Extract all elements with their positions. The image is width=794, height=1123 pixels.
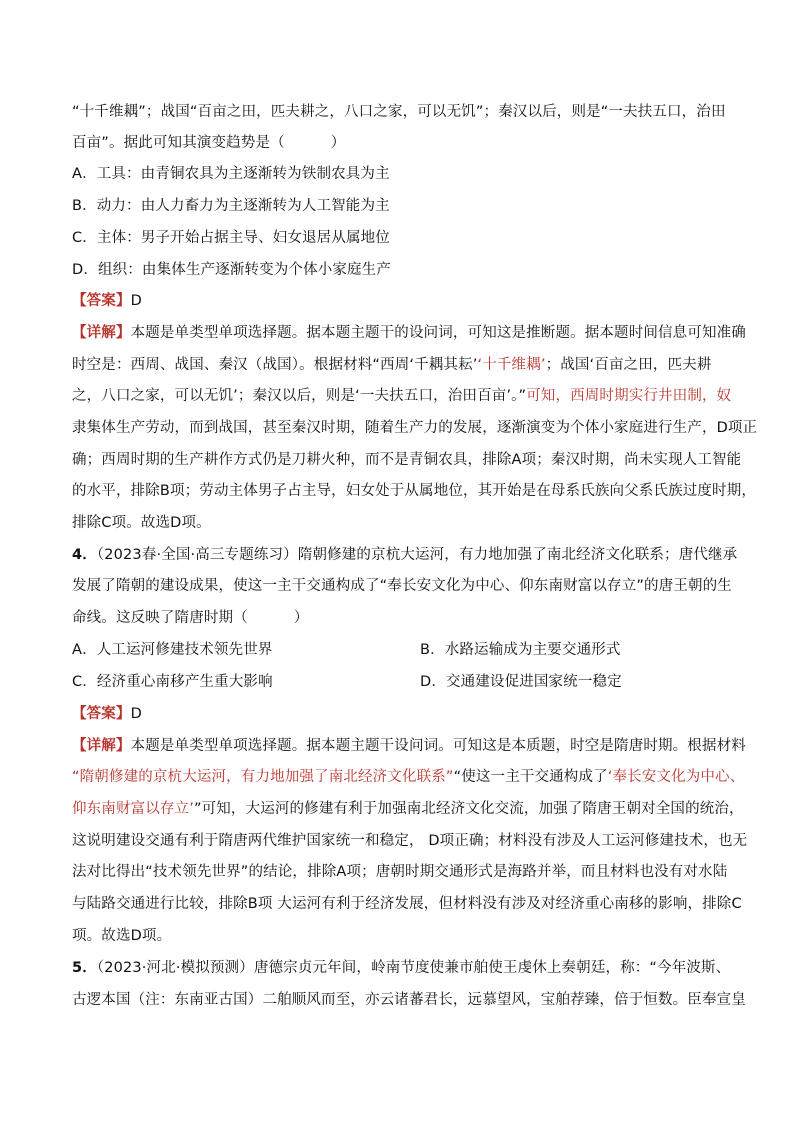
detail-text: 时空是：西周、战国、秦汉（战国）。根据材料“西周‘千耦其耘’ <box>72 357 478 373</box>
question-source: （2023春·全国·高三专题练习） <box>96 547 298 563</box>
detail-text: ；战国‘百亩之田，匹夫耕 <box>545 357 712 373</box>
question-paren: ） <box>293 610 309 626</box>
q3-answer <box>72 291 142 311</box>
detail-highlight: “隋朝修建的京杭大运河，有力地加强了南北经济文化联系” <box>72 769 454 785</box>
q3-option-d: D．组织：由集体生产逐渐转变为个体小家庭生产 <box>72 262 391 278</box>
detail-text: “使这一主干交通构成了 <box>453 769 608 785</box>
q4-stem-line2: 发展了隋朝的建设成果，使这一主干交通构成了“奉长安文化为中心、仰东南财富以存立”的唐王朝的生 <box>72 578 732 594</box>
q3-option-c: C．主体：男子开始占据主导、妇女退居从属地位 <box>72 230 390 246</box>
answer-tag: 【答案】 <box>72 293 131 309</box>
question-text: 唐德宗贞元年间，岭南节度使兼市舶使王虔休上奏朝廷，称：“今年波斯、 <box>253 960 731 976</box>
q3-detail-line4: 隶集体生产劳动，而到战国，甚至秦汉时期，随着生产力的发展，逐渐演变为个体小家庭进行生产，D项正 <box>72 420 758 436</box>
q3-detail-line2 <box>72 355 712 375</box>
question-number: 4． <box>72 547 97 563</box>
q3-detail-line6: 的水平，排除B项；劳动主体男子占主导，妇女处于从属地位，其开始是在母系氏族向父系氏族过度时期， <box>72 483 756 499</box>
q3-option-b: B．动力：由人力畜力为主逐渐转为人工智能为主 <box>72 198 390 214</box>
detail-highlight: 仰东南财富以存立’ <box>72 801 194 817</box>
q3-stem-paren: ） <box>330 135 346 151</box>
q3-detail-line3 <box>72 386 731 406</box>
question-text: 隋朝修建的京杭大运河，有力地加强了南北经济文化联系；唐代继承 <box>297 547 738 563</box>
q3-detail-line1 <box>72 323 746 343</box>
q3-stem-text: 百亩”。据此可知其演变趋势是（ <box>72 135 285 151</box>
detail-tag: 【详解】 <box>72 738 131 754</box>
question-text: 命线。这反映了隋唐时期（ <box>72 610 248 626</box>
q4-answer <box>72 704 142 724</box>
q5-stem-line2: 古逻本国（注：东南亚古国）二舶顺风而至，亦云诸蕃君长，远慕望风，宝舶荐臻，倍于恒数。臣奉宣皇 <box>72 992 746 1008</box>
q3-stem-line1: “十千维耦”；战国“百亩之田，匹夫耕之，八口之家，可以无饥”；秦汉以后，则是“一夫扶五口，治田 <box>72 104 726 120</box>
q4-detail-line2 <box>72 767 744 787</box>
q4-options-row1 <box>72 640 621 660</box>
question-number: 5． <box>72 960 97 976</box>
detail-text: 之，八口之家，可以无饥’；秦汉以后，则是‘一夫扶五口，治田百亩’。” <box>72 388 527 404</box>
detail-text: 本题是单类型单项选择题。据本题主题干设问词。可知这是本质题，时空是隋唐时期。根据材料 <box>130 738 746 754</box>
q4-detail-line4: 这说明建设交通有利于隋唐两代维护国家统一和稳定， D项正确；材料没有涉及人工运河修建技术，也无 <box>72 833 748 849</box>
q3-detail-line7: 排除C项。故选D项。 <box>72 515 211 531</box>
q4-stem-line1 <box>72 545 737 565</box>
answer-value: D <box>130 706 142 722</box>
question-source: （2023·河北·模拟预测） <box>96 960 254 976</box>
q3-detail-line5: 确；西周时期的生产耕作方式仍是刀耕火种，而不是青铜农具，排除A项；秦汉时期，尚未实现人工智能 <box>72 452 742 468</box>
q4-detail-line7: 项。故选D项。 <box>72 928 172 944</box>
q4-option-a: A．人工运河修建技术领先世界 <box>72 642 273 658</box>
q4-option-d: D．交通建设促进国家统一稳定 <box>420 674 622 690</box>
q4-detail-line1 <box>72 736 746 756</box>
answer-tag: 【答案】 <box>72 706 131 722</box>
q3-stem-line2 <box>72 133 345 153</box>
answer-value: D <box>130 293 142 309</box>
detail-tag: 【详解】 <box>72 325 131 341</box>
q4-detail-line5: 法对比得出“技术领先世界”的结论，排除A项；唐朝时期交通形式是海路并举，而且材料也没有对水陆 <box>72 864 728 880</box>
q5-stem-line1 <box>72 958 730 978</box>
q4-detail-line3 <box>72 799 744 819</box>
detail-text: ”可知，大运河的修建有利于加强南北经济文化交流，加强了隋唐王朝对全国的统治， <box>193 801 744 817</box>
q4-detail-line6: 与陆路交通进行比较，排除B项 大运河有利于经济发展，但材料没有涉及对经济重心南移的影响，排除C <box>72 896 742 912</box>
q4-stem-line3 <box>72 608 308 628</box>
q3-option-a: A．工具：由青铜农具为主逐渐转为铁制农具为主 <box>72 166 390 182</box>
q4-options-row2 <box>72 672 622 692</box>
detail-text: 本题是单类型单项选择题。据本题主题干的设问词，可知这是推断题。据本题时间信息可知准确 <box>130 325 746 341</box>
q4-option-b: B．水路运输成为主要交通形式 <box>420 642 621 658</box>
detail-highlight: ‘奉长安文化为中心、 <box>607 769 745 785</box>
detail-highlight: 可知，西周时期实行井田制，奴 <box>526 388 732 404</box>
detail-highlight: ‘十千维耦’ <box>477 357 546 373</box>
q4-option-c: C．经济重心南移产生重大影响 <box>72 674 273 690</box>
